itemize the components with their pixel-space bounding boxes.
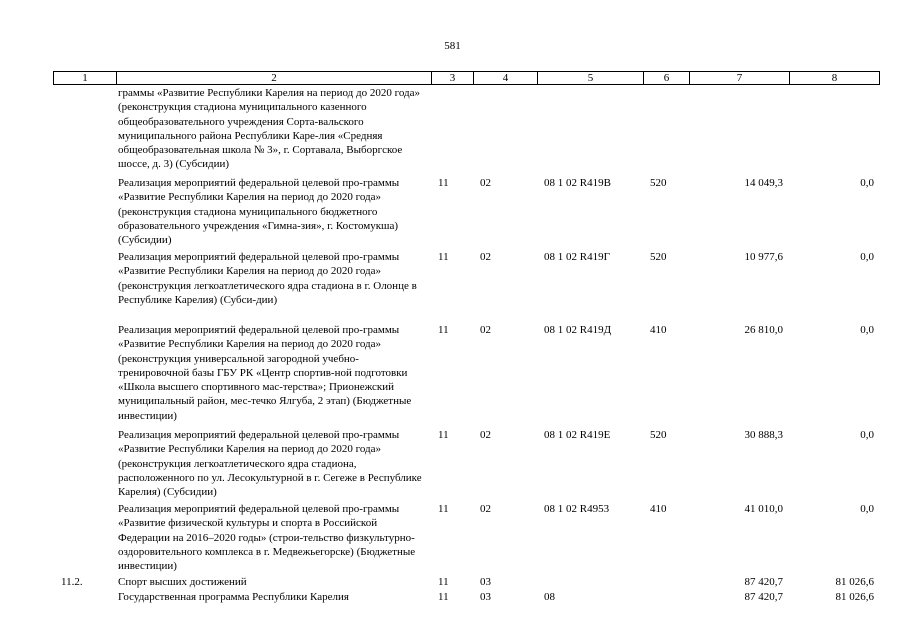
row-name: Реализация мероприятий федеральной целевой про-граммы «Развитие Республики Карелия на период до 2020 года» (реконструкция универсальной загородной учебно-тренировочной базы ГБУ РК «Центр спортив-ной подготовки «Школа высшего спортивного мас-терства»; Прионежский муниципальный район, мес-течко Ялгуба, 2 этап) (Бюджетные инвестиции) xyxy=(118,324,412,422)
row-section: 11 xyxy=(438,576,449,588)
row-target-article: 08 1 02 R419В xyxy=(544,177,611,189)
header-col-6: 6 xyxy=(644,72,690,84)
row-target-article: 08 1 02 R419Д xyxy=(544,324,612,336)
row-section: 11 xyxy=(438,324,449,336)
row-name: Спорт высших достижений xyxy=(118,576,247,588)
row-sum-2: 0,0 xyxy=(860,251,874,263)
row-subsection: 02 xyxy=(480,503,491,515)
row-sum-2: 0,0 xyxy=(860,324,874,336)
row-target-article: 08 1 02 R419Г xyxy=(544,251,610,263)
row-sum-1: 30 888,3 xyxy=(744,429,783,441)
row-name: Реализация мероприятий федеральной целевой про-граммы «Развитие физической культуры и спорта в Российской Федерации на 2016–2020 годы» (строи-тельство физкультурно-оздоровительного комплекса в г. Медвежьегорске) (Бюджетные инвестиции) xyxy=(118,503,416,573)
row-sum-2: 81 026,6 xyxy=(835,576,874,588)
row-section: 11 xyxy=(438,429,449,441)
row-name: Государственная программа Республики Карелия xyxy=(118,591,349,603)
row-sum-1: 87 420,7 xyxy=(744,576,783,588)
row-sum-1: 87 420,7 xyxy=(744,591,783,603)
table-header xyxy=(53,71,880,85)
row-expense-type: 520 xyxy=(650,429,667,441)
row-sum-2: 81 026,6 xyxy=(835,591,874,603)
row-subsection: 03 xyxy=(480,576,491,588)
row-section: 11 xyxy=(438,591,449,603)
row-target-article: 08 1 02 R419Е xyxy=(544,429,611,441)
row-sum-1: 14 049,3 xyxy=(744,177,783,189)
row-section: 11 xyxy=(438,503,449,515)
row-expense-type: 520 xyxy=(650,251,667,263)
row-sum-2: 0,0 xyxy=(860,429,874,441)
header-col-2: 2 xyxy=(117,72,432,84)
row-name: Реализация мероприятий федеральной целевой про-граммы «Развитие Республики Карелия на период до 2020 года» (реконструкция легкоатлетического ядра стадиона в г. Олонце в Республике Карелия) (Субси-дии) xyxy=(118,251,417,306)
row-subsection: 02 xyxy=(480,429,491,441)
row-name: граммы «Развитие Республики Карелия на период до 2020 года» (реконструкция стадиона муниципального казенного общеобразовательного учреждения Сорта-вальского муниципального района Республики Каре-лия «Средняя общеобразовательная школа № 3», г. Сортавала, Выборгское шоссе, д. 3) (Субсидии) xyxy=(118,87,420,171)
header-col-7: 7 xyxy=(690,72,790,84)
header-col-3: 3 xyxy=(432,72,474,84)
row-expense-type: 410 xyxy=(650,324,667,336)
row-subsection: 02 xyxy=(480,177,491,189)
row-sum-1: 41 010,0 xyxy=(744,503,783,515)
row-target-article: 08 1 02 R4953 xyxy=(544,503,610,515)
row-expense-type: 410 xyxy=(650,503,667,515)
page-number: 581 xyxy=(444,40,461,52)
header-col-1: 1 xyxy=(54,72,117,84)
row-sum-1: 10 977,6 xyxy=(744,251,783,263)
row-name: Реализация мероприятий федеральной целевой про-граммы «Развитие Республики Карелия на период до 2020 года» (реконструкция легкоатлетического ядра стадиона, расположенного по ул. Лесокультурной в г. Сегеже в Республике Карелия) (Субсидии) xyxy=(118,429,422,499)
row-section: 11 xyxy=(438,177,449,189)
row-section: 11 xyxy=(438,251,449,263)
row-subsection: 03 xyxy=(480,591,491,603)
row-name: Реализация мероприятий федеральной целевой про-граммы «Развитие Республики Карелия на период до 2020 года» (реконструкция стадиона муниципального бюджетного образовательного учреждения «Гимна-зия», г. Костомукша) (Субсидии) xyxy=(118,177,400,247)
header-col-4: 4 xyxy=(474,72,538,84)
header-col-5: 5 xyxy=(538,72,644,84)
row-number: 11.2. xyxy=(61,576,83,588)
header-col-8: 8 xyxy=(831,72,838,84)
row-sum-2: 0,0 xyxy=(860,503,874,515)
row-subsection: 02 xyxy=(480,251,491,263)
row-target-article: 08 xyxy=(544,591,555,603)
row-expense-type: 520 xyxy=(650,177,667,189)
row-sum-2: 0,0 xyxy=(860,177,874,189)
row-sum-1: 26 810,0 xyxy=(744,324,783,336)
row-subsection: 02 xyxy=(480,324,491,336)
